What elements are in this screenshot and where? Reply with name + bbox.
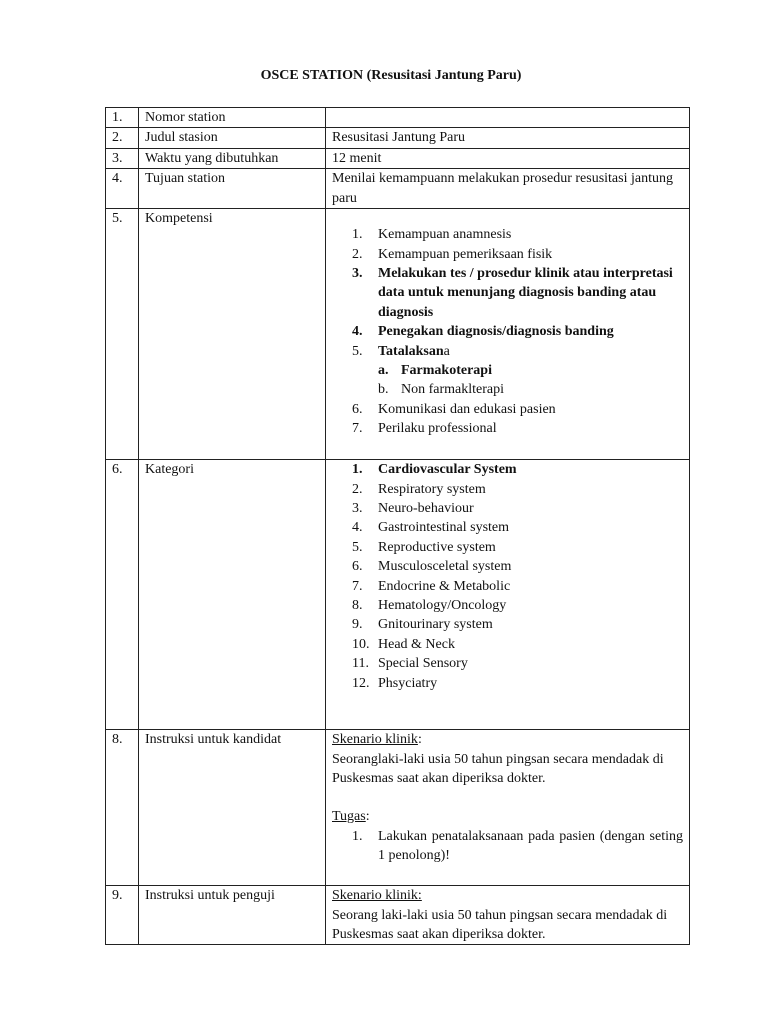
sub-list-item: [378, 361, 683, 380]
list-item: [332, 635, 683, 654]
item-number: 2.: [352, 246, 363, 262]
row-label: Instruksi untuk penguji: [139, 886, 326, 945]
item-number: 10.: [352, 636, 370, 652]
table-row: [106, 169, 690, 209]
item-number: 3.: [352, 266, 363, 282]
osce-station-table: [105, 107, 690, 945]
scenario-heading: Skenario klinik:: [332, 888, 422, 904]
item-text: Lakukan penatalaksanaan pada pasien (dengan seting 1 penolong)!: [378, 828, 683, 864]
row-label: Kategori: [139, 460, 326, 730]
item-number: 1.: [352, 828, 363, 844]
list-item: [332, 499, 683, 518]
sub-item-letter: a.: [378, 363, 389, 379]
item-text: Komunikasi dan edukasi pasien: [378, 401, 556, 417]
table-row: [106, 886, 690, 945]
row-label: Instruksi untuk kandidat: [139, 730, 326, 886]
scenario-colon: :: [417, 732, 422, 748]
item-text: Gastrointestinal system: [378, 520, 510, 536]
list-item: [332, 245, 683, 264]
item-text: Penegakan diagnosis/diagnosis banding: [378, 324, 614, 340]
list-item: [332, 225, 683, 244]
item-number: 4.: [352, 520, 363, 536]
category-list: [332, 460, 683, 693]
item-text: Gnitourinary system: [378, 617, 493, 633]
task-label: Tugas: [332, 809, 366, 825]
item-number: 6.: [352, 559, 363, 575]
list-item: [332, 654, 683, 673]
row-label: Kompetensi: [139, 209, 326, 460]
list-item: [332, 518, 683, 537]
table-row: [106, 148, 690, 168]
list-item: [332, 322, 683, 341]
row-label: Judul stasion: [139, 128, 326, 148]
item-number: 7.: [352, 578, 363, 594]
row-value: Menilai kemampuann melakukan prosedur resusitasi jantung paru: [326, 169, 690, 209]
task-colon: :: [365, 809, 370, 825]
row-number: 2.: [106, 128, 139, 148]
list-item: [332, 596, 683, 615]
item-text-plain: a: [443, 343, 450, 359]
sub-item-text: Farmakoterapi: [401, 363, 492, 379]
item-text: Musculosceletal system: [378, 559, 512, 575]
item-text: Phsyciatry: [378, 675, 438, 691]
item-number: 11.: [352, 656, 369, 672]
item-text: Kemampuan pemeriksaan fisik: [378, 246, 553, 262]
item-number: 1.: [352, 462, 363, 478]
item-number: 7.: [352, 421, 363, 437]
row-value: 12 menit: [326, 148, 690, 168]
row-number: 3.: [106, 148, 139, 168]
item-text: Endocrine & Metabolic: [378, 578, 511, 594]
row-number: 1.: [106, 108, 139, 128]
item-text: Cardiovascular System: [378, 462, 517, 478]
list-item: [332, 342, 683, 400]
scenario-heading: [332, 730, 683, 749]
sub-item-text: Non farmaklterapi: [401, 382, 505, 398]
task-heading: [332, 807, 683, 826]
table-row: [106, 128, 690, 148]
table-row: [106, 209, 690, 460]
item-text: Reproductive system: [378, 539, 496, 555]
scenario-label: Skenario klinik: [332, 732, 418, 748]
list-item: [332, 400, 683, 419]
sub-list-item: [378, 380, 683, 399]
item-number: 8.: [352, 598, 363, 614]
item-text: Kemampuan anamnesis: [378, 227, 512, 243]
scenario-text: Seoranglaki-laki usia 50 tahun pingsan secara mendadak di Puskesmas saat akan diperiksa dokter.: [332, 751, 664, 787]
row-number: 4.: [106, 169, 139, 209]
row-value: [326, 108, 690, 128]
item-text: Neuro-behaviour: [378, 501, 474, 517]
list-item: [332, 577, 683, 596]
item-text-bold: Tatalaksan: [378, 343, 444, 359]
item-number: 3.: [352, 501, 363, 517]
row-number: 6.: [106, 460, 139, 730]
sub-item-letter: b.: [378, 382, 389, 398]
item-number: 6.: [352, 401, 363, 417]
item-text: Perilaku professional: [378, 421, 497, 437]
scenario-text: Seorang laki-laki usia 50 tahun pingsan secara mendadak di Puskesmas saat akan diperiksa dokter.: [332, 907, 668, 943]
list-item: [332, 419, 683, 438]
table-row: [106, 730, 690, 886]
row-number: 9.: [106, 886, 139, 945]
competency-list: [332, 225, 683, 438]
list-item: [332, 480, 683, 499]
list-item: [332, 615, 683, 634]
list-item: [332, 538, 683, 557]
list-item: [332, 557, 683, 576]
list-item: [332, 264, 683, 322]
row-number: 5.: [106, 209, 139, 460]
competency-cell: [326, 209, 690, 460]
item-text: Head & Neck: [378, 636, 455, 652]
row-value: Resusitasi Jantung Paru: [326, 128, 690, 148]
table-row: [106, 460, 690, 730]
candidate-instructions-cell: [326, 730, 690, 886]
row-label: Tujuan station: [139, 169, 326, 209]
item-number: 12.: [352, 675, 370, 691]
row-label: Waktu yang dibutuhkan: [139, 148, 326, 168]
item-number: 5.: [352, 343, 363, 359]
sub-list: [378, 361, 683, 400]
row-number: 8.: [106, 730, 139, 886]
category-cell: [326, 460, 690, 730]
item-text: Respiratory system: [378, 481, 486, 497]
table-row: [106, 108, 690, 128]
item-number: 9.: [352, 617, 363, 633]
item-text: Melakukan tes / prosedur klinik atau interpretasi data untuk menunjang diagnosis banding atau diagnosis: [378, 266, 673, 320]
item-number: 4.: [352, 324, 363, 340]
page-title: OSCE STATION (Resusitasi Jantung Paru): [260, 68, 522, 83]
list-item: [332, 827, 683, 866]
list-item: [332, 460, 683, 479]
list-item: [332, 674, 683, 693]
item-number: 5.: [352, 539, 363, 555]
item-number: 2.: [352, 481, 363, 497]
row-label: Nomor station: [139, 108, 326, 128]
examiner-instructions-cell: [326, 886, 690, 945]
item-text: Hematology/Oncology: [378, 598, 507, 614]
task-list: [332, 827, 683, 866]
item-number: 1.: [352, 227, 363, 243]
item-text: Special Sensory: [378, 656, 468, 672]
